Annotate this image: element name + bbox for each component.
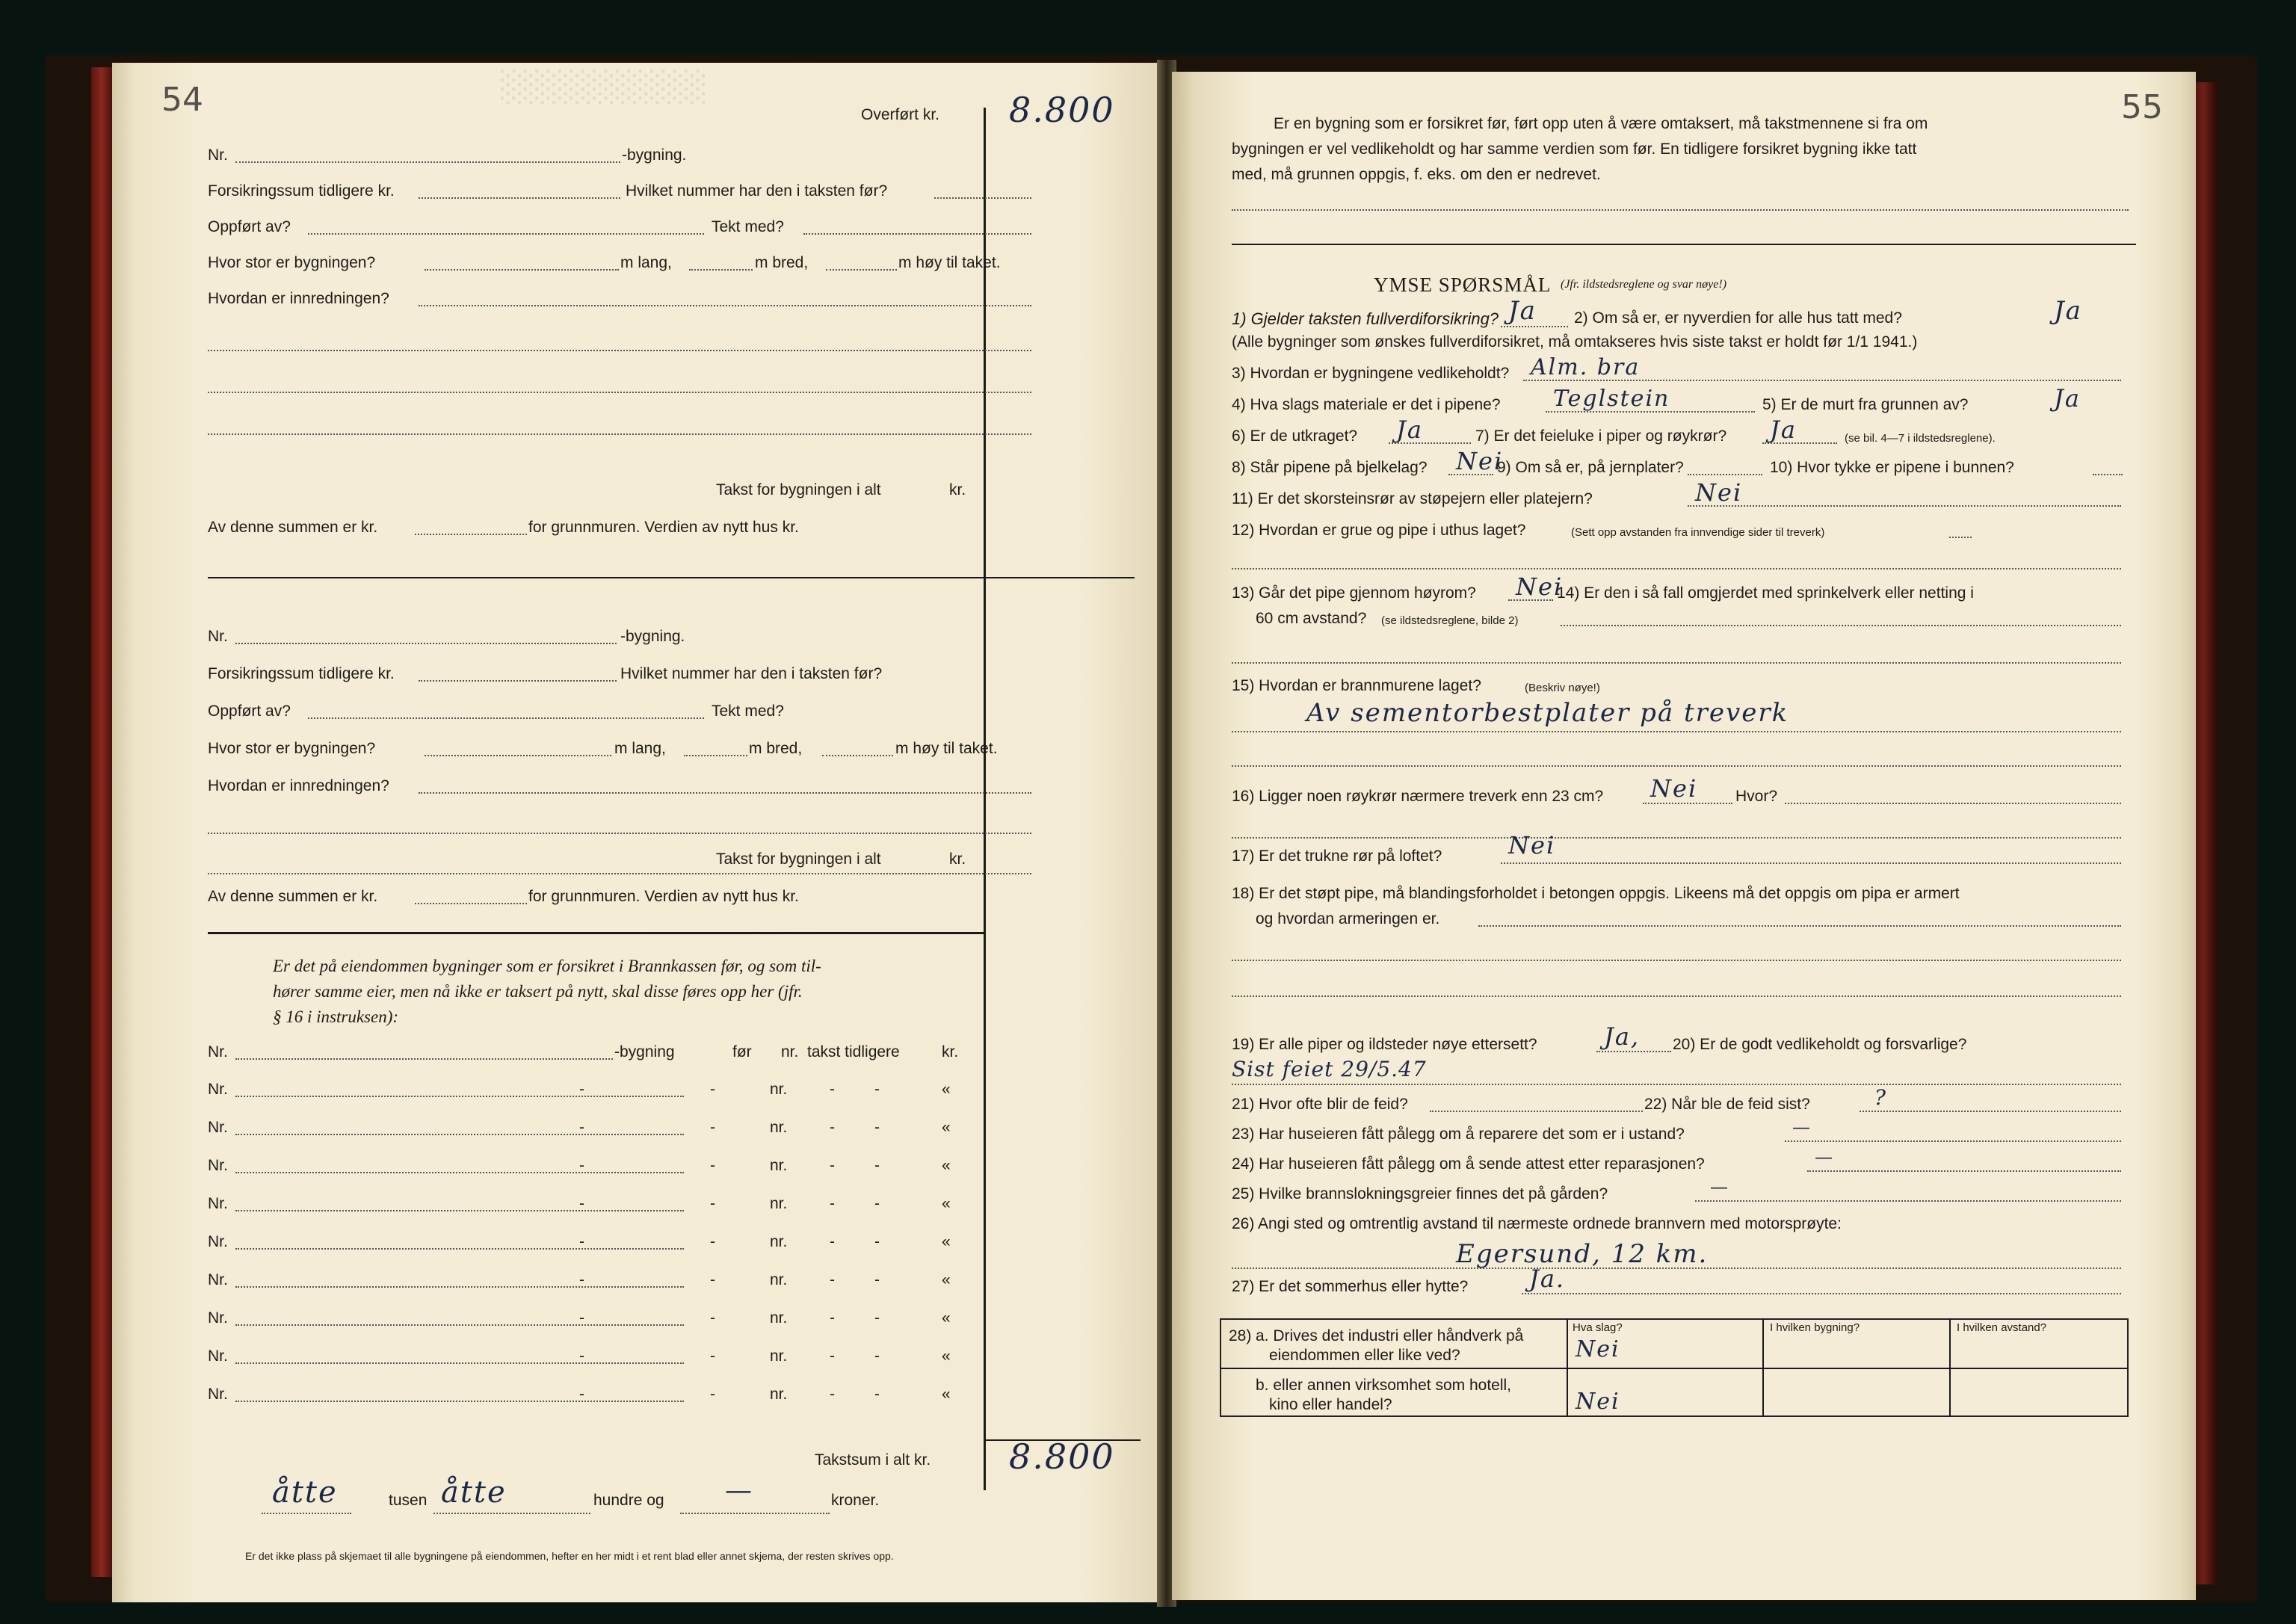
nr: Nr. (208, 1309, 228, 1327)
answer-26: Egersund, 12 km. (1456, 1239, 1709, 1269)
answer-22: ? (1874, 1085, 1888, 1110)
nr2: nr. (770, 1309, 788, 1327)
dash: - (830, 1386, 835, 1403)
nr: Nr. (208, 1271, 228, 1288)
question-1-note: (Alle bygninger som ønskes fullverdiforsikret, må omtakseres hvis siste takst er holdt før 1/1 1941.) (1232, 333, 1918, 351)
answer-25: — (1710, 1176, 1729, 1197)
dash: - (830, 1347, 835, 1365)
question-16: 16) Ligger noen røykrør nærmere treverk enn 23 cm? (1232, 788, 1604, 805)
innredning-line-3[interactable] (208, 392, 1031, 393)
nr-label: Nr. (208, 146, 228, 164)
m-hoy-label: m høy til taket. (898, 254, 1001, 271)
divider (208, 577, 1135, 578)
question-28a-line-1: a. Drives det industri eller håndverk på (1256, 1327, 1524, 1344)
answer-8: Nei (1456, 447, 1504, 475)
question-15-note: (Beskriv nøye!) (1525, 682, 1600, 694)
nr-field[interactable] (235, 1248, 684, 1250)
intro-line-2: bygningen er vel vedlikeholdt og har samme verdien som før. En tidligere forsikret bygning ikke tatt (1232, 141, 1917, 158)
page-number: 55 (2121, 88, 2163, 126)
row-kr: kr. (942, 1043, 959, 1060)
question-17: 17) Er det trukne rør på loftet? (1232, 847, 1442, 865)
question-11: 11) Er det skorsteinsrør av støpejern eller platejern? (1232, 490, 1593, 507)
answer-20: Sist feiet 29/5.47 (1232, 1057, 1427, 1081)
oppfort-label: Oppført av? (208, 703, 291, 720)
nr2: nr. (770, 1233, 788, 1250)
question-8: 8) Står pipene på bjelkelag? (1232, 459, 1428, 476)
tekt-field[interactable] (803, 233, 1031, 235)
answer-20-field[interactable] (1232, 1084, 2121, 1085)
quote: « (942, 1309, 951, 1327)
words-hundreds-hand: åtte (441, 1475, 507, 1510)
m-hoy-label: m høy til taket. (895, 740, 998, 757)
av-denne-label: Av denne summen er kr. (208, 888, 378, 905)
answer-19: Ja, (1604, 1022, 1641, 1051)
lang-field[interactable] (425, 269, 619, 271)
section-heading: YMSE SPØRSMÅL (1374, 274, 1552, 296)
bleed-through: ░░░░░░░░░ (501, 70, 708, 105)
grunnmur-amount-field[interactable] (415, 903, 527, 904)
dash: - (710, 1081, 715, 1098)
quote: « (942, 1195, 951, 1212)
answer-18-line-3[interactable] (1232, 995, 2121, 997)
tekt-label: Tekt med? (712, 218, 784, 235)
answer-4-field[interactable] (1546, 411, 1755, 413)
oppfort-field[interactable] (308, 233, 704, 235)
m-lang-label: m lang, (620, 254, 672, 271)
page-number: 54 (161, 81, 203, 119)
question-4: 4) Hva slags materiale er det i pipene? (1232, 396, 1501, 413)
dash: - (579, 1233, 584, 1250)
answer-16-line-2[interactable] (1232, 837, 2121, 839)
question-23: 23) Har huseieren fått pålegg om å reparere det som er i ustand? (1232, 1126, 1685, 1143)
question-15: 15) Hvordan er brannmurene laget? (1232, 677, 1481, 694)
lang-field[interactable] (425, 755, 611, 756)
answer-26-field[interactable] (1232, 1268, 2121, 1269)
dash: - (579, 1347, 584, 1365)
words-thousands-hand: åtte (272, 1475, 338, 1510)
oppfort-label: Oppført av? (208, 218, 291, 235)
answer-27-field[interactable] (1522, 1293, 2121, 1294)
hoy-field[interactable] (826, 269, 897, 271)
m-lang-label: m lang, (614, 740, 666, 757)
industry-table-col-divider (1949, 1318, 1951, 1417)
dash: - (579, 1309, 584, 1327)
dash: - (830, 1271, 835, 1288)
nr-field[interactable] (235, 161, 620, 163)
nr2: nr. (770, 1271, 788, 1288)
question-18: 18) Er det støpt pipe, må blandingsforholdet i betongen oppgis. Likeens må det oppgis om pipa er armert (1232, 885, 1960, 902)
answer-14-line-2[interactable] (1232, 662, 2121, 664)
hvor-stor-label: Hvor stor er bygningen? (208, 740, 376, 757)
innredning-label: Hvordan er innredningen? (208, 777, 389, 794)
av-denne-label: Av denne summen er kr. (208, 519, 378, 536)
intro-line-1: Er en bygning som er forsikret før, ført opp uten å være omtaksert, må takstmennene si fra om (1274, 115, 1928, 132)
hvilket-nummer-label: Hvilket nummer har den i taksten før? (626, 182, 888, 200)
kroner-field[interactable] (680, 1513, 830, 1514)
row-nr2: nr. (781, 1043, 799, 1060)
footer-note: Er det ikke plass på skjemaet til alle bygningene på eiendommen, hefter en her midt i et rent blad eller annet skjema, der resten skrives opp. (245, 1550, 894, 1562)
nr: Nr. (208, 1386, 228, 1403)
dash: - (874, 1271, 880, 1288)
hundre-label: hundre og (593, 1492, 664, 1509)
answer-12-line-2[interactable] (1232, 568, 2121, 569)
dash: - (710, 1271, 715, 1288)
dash: - (874, 1386, 880, 1403)
question-27: 27) Er det sommerhus eller hytte? (1232, 1278, 1469, 1295)
quote: « (942, 1081, 951, 1098)
question-19: 19) Er alle piper og ildsteder nøye ettersett? (1232, 1036, 1537, 1053)
answer-9-field[interactable] (1688, 474, 1762, 475)
answer-23: — (1792, 1117, 1812, 1137)
note-line-2: hører samme eier, men nå ikke er taksert på nytt, skal disse føres opp her (jfr. (273, 982, 803, 1001)
answer-16: Nei (1650, 774, 1698, 803)
dash: - (710, 1233, 715, 1250)
answer-3: Alm. bra (1531, 354, 1641, 380)
dash: - (874, 1195, 880, 1212)
quote: « (942, 1233, 951, 1250)
nr-field[interactable] (235, 1096, 684, 1097)
answer-24-field[interactable] (1807, 1170, 2121, 1172)
dash: - (710, 1195, 715, 1212)
nr: Nr. (208, 1081, 228, 1098)
question-3: 3) Hvordan er bygningene vedlikeholdt? (1232, 365, 1510, 382)
tusen-label: tusen (389, 1492, 428, 1509)
nr-field[interactable] (235, 1324, 684, 1326)
dash: - (579, 1157, 584, 1174)
takstsum-value: 8.800 (1009, 1436, 1115, 1477)
answer-6-field[interactable] (1389, 442, 1471, 444)
nr2: nr. (770, 1386, 788, 1403)
nr-field[interactable] (235, 1172, 684, 1173)
answer-18-line-2[interactable] (1232, 960, 2121, 961)
dash: - (874, 1157, 880, 1174)
right-page (1172, 72, 2196, 1600)
answer-10-field[interactable] (2093, 474, 2123, 475)
dash: - (874, 1119, 880, 1136)
answer-19-field[interactable] (1596, 1051, 1671, 1052)
question-9: 9) Om så er, på jernplater? (1497, 459, 1684, 476)
takst-label: Takst for bygningen i alt (716, 481, 881, 498)
dash: - (874, 1081, 880, 1098)
innredning-field[interactable] (419, 305, 1031, 306)
hvilket-nummer-field[interactable] (934, 197, 1031, 199)
grunnmur-label: for grunnmuren. Verdien av nytt hus kr. (528, 888, 799, 905)
industry-table-row-divider (1220, 1368, 2129, 1369)
tekt-label: Tekt med? (712, 703, 784, 720)
quote: « (942, 1271, 951, 1288)
overfort-value: 8.800 (1009, 90, 1115, 130)
col-i-hvilken-bygning: I hvilken bygning? (1770, 1321, 1860, 1334)
question-26: 26) Angi sted og omtrentlig avstand til nærmeste ordnede brannvern med motorsprøyte: (1232, 1215, 1842, 1232)
nr2: nr. (770, 1195, 788, 1212)
answer-15-field[interactable] (1232, 731, 2121, 732)
question-20: 20) Er de godt vedlikeholdt og forsvarlige? (1673, 1036, 1967, 1053)
dash: - (830, 1233, 835, 1250)
answer-28a: Nei (1576, 1336, 1620, 1362)
dash: - (710, 1119, 715, 1136)
nr2: nr. (770, 1347, 788, 1365)
answer-1-field[interactable] (1501, 326, 1568, 327)
quote: « (942, 1347, 951, 1365)
question-2: 2) Om så er, er nyverdien for alle hus tatt med? (1574, 309, 1902, 327)
col-i-hvilken-avstand: I hvilken avstand? (1957, 1321, 2047, 1334)
answer-22-field[interactable] (1860, 1111, 2121, 1112)
quote: « (942, 1157, 951, 1174)
bred-field[interactable] (684, 755, 747, 756)
answer-25-field[interactable] (1695, 1200, 2121, 1202)
answer-27: Ja. (1529, 1265, 1566, 1293)
question-10: 10) Hvor tykke er pipene i bunnen? (1770, 459, 2014, 476)
question-12-note: (Sett opp avstanden fra innvendige sider til treverk) (1571, 526, 1825, 539)
overfort-label: Overført kr. (861, 106, 939, 123)
question-7-note: (se bil. 4—7 i ildstedsreglene). (1845, 432, 1996, 445)
dash: - (874, 1233, 880, 1250)
forsikringssum-label: Forsikringssum tidligere kr. (208, 182, 395, 200)
divider (1232, 244, 2136, 245)
question-21: 21) Hvor ofte blir de feid? (1232, 1096, 1408, 1113)
answer-3-field[interactable] (1523, 380, 2121, 381)
words-kroner-hand: — (725, 1475, 753, 1506)
answer-16-field[interactable] (1643, 803, 1732, 804)
dash: - (710, 1157, 715, 1174)
divider (208, 932, 985, 934)
dash: - (830, 1119, 835, 1136)
m-bred-label: m bred, (749, 740, 803, 757)
row-takst: takst tidligere (807, 1043, 900, 1060)
row-nr: Nr. (208, 1043, 228, 1060)
book-edge-left (91, 67, 112, 1577)
question-28a-line-2: eiendommen eller like ved? (1269, 1347, 1460, 1364)
answer-21-field[interactable] (1430, 1111, 1643, 1112)
nr: Nr. (208, 1157, 228, 1174)
nr2: nr. (770, 1157, 788, 1174)
question-28b-line-1: b. eller annen virksomhet som hotell, (1256, 1377, 1511, 1394)
innredning-line-3[interactable] (208, 873, 1031, 874)
kr-label: kr. (949, 481, 966, 498)
nr-field[interactable] (235, 1134, 684, 1135)
dash: - (830, 1309, 835, 1327)
dash: - (710, 1309, 715, 1327)
forsikringssum-label: Forsikringssum tidligere kr. (208, 665, 395, 682)
kroner-label: kroner. (831, 1492, 880, 1509)
note-line-1: Er det på eiendommen bygninger som er forsikret i Brannkassen før, og som til- (273, 957, 821, 975)
hundreds-field[interactable] (433, 1513, 590, 1514)
nr-field[interactable] (235, 1286, 684, 1288)
nr: Nr. (208, 1195, 228, 1212)
answer-7: Ja (1770, 416, 1797, 444)
question-14-continued: 60 cm avstand? (1256, 610, 1367, 627)
bygning-label: -bygning. (620, 628, 685, 645)
answer-7-field[interactable] (1762, 442, 1837, 444)
dash: - (874, 1309, 880, 1327)
intro-line-3: med, må grunnen oppgis, f. eks. om den er nedrevet. (1232, 166, 1601, 183)
answer-16-hvor-field[interactable] (1785, 803, 2121, 804)
answer-18-field[interactable] (1478, 925, 2121, 927)
question-1: 1) Gjelder taksten fullverdiforsikring? (1232, 309, 1499, 328)
hoy-field[interactable] (822, 755, 893, 756)
industry-table-col-divider (1567, 1318, 1568, 1417)
question-12: 12) Hvordan er grue og pipe i uthus laget? (1232, 522, 1526, 539)
nr-label: Nr. (208, 628, 228, 645)
thousands-field[interactable] (262, 1513, 351, 1514)
question-16-hvor: Hvor? (1735, 788, 1778, 805)
question-5: 5) Er de murt fra grunnen av? (1762, 396, 1969, 413)
question-24: 24) Har huseieren fått pålegg om å sende attest etter reparasjonen? (1232, 1155, 1705, 1173)
dash: - (830, 1081, 835, 1098)
nr2: nr. (770, 1081, 788, 1098)
bred-field[interactable] (689, 269, 753, 271)
industry-table-col-divider (1762, 1318, 1764, 1417)
answer-14-field[interactable] (1561, 625, 2121, 626)
answer-8-field[interactable] (1448, 474, 1493, 475)
nr-field[interactable] (235, 643, 617, 644)
answer-1: Ja (1508, 296, 1537, 326)
dash: - (579, 1081, 584, 1098)
grunnmur-label: for grunnmuren. Verdien av nytt hus kr. (528, 519, 799, 536)
answer-23-field[interactable] (1785, 1140, 2121, 1142)
answer-12-field[interactable] (1949, 537, 1972, 538)
nr-field[interactable] (235, 1210, 684, 1211)
answer-4: Teglstein (1553, 386, 1670, 412)
row-for: før (732, 1043, 752, 1060)
dash: - (874, 1347, 880, 1365)
row-nr-field[interactable] (235, 1058, 613, 1060)
quote: « (942, 1119, 951, 1136)
dash: - (830, 1157, 835, 1174)
hvor-stor-label: Hvor stor er bygningen? (208, 254, 376, 271)
nr: Nr. (208, 1347, 228, 1365)
dash: - (710, 1386, 715, 1403)
dash: - (579, 1119, 584, 1136)
dash: - (579, 1195, 584, 1212)
row-bygning: -bygning (614, 1043, 675, 1060)
dash: - (830, 1195, 835, 1212)
question-13: 13) Går det pipe gjennom høyrom? (1232, 584, 1476, 602)
nr-field[interactable] (235, 1362, 684, 1364)
question-18-continued: og hvordan armeringen er. (1256, 910, 1440, 927)
answer-24: — (1815, 1146, 1834, 1167)
section-heading-note: (Jfr. ildstedsreglene og svar nøye!) (1561, 278, 1727, 291)
nr: Nr. (208, 1233, 228, 1250)
answer-13: Nei (1516, 572, 1564, 601)
intro-answer-line[interactable] (1232, 209, 2129, 211)
question-6: 6) Er de utkraget? (1232, 427, 1358, 445)
question-7: 7) Er det feieluke i piper og røykrør? (1475, 427, 1727, 445)
takst-label: Takst for bygningen i alt (716, 850, 881, 868)
oppfort-field[interactable] (308, 717, 704, 719)
innredning-line-4[interactable] (208, 433, 1031, 435)
innredning-line-2[interactable] (208, 833, 1031, 834)
amount-column-line (984, 108, 986, 1490)
innredning-field[interactable] (419, 792, 1031, 794)
dash: - (710, 1347, 715, 1365)
question-28: 28) (1229, 1327, 1252, 1344)
answer-11: Nei (1695, 478, 1743, 507)
innredning-line-2[interactable] (208, 350, 1031, 351)
forsikringssum-field[interactable] (419, 197, 620, 199)
forsikringssum-field[interactable] (419, 680, 617, 682)
grunnmur-amount-field[interactable] (415, 534, 527, 535)
hvilket-nummer-label: Hvilket nummer har den i taksten før? (620, 665, 883, 682)
innredning-label: Hvordan er innredningen? (208, 290, 389, 307)
question-22: 22) Når ble de feid sist? (1644, 1096, 1810, 1113)
takstsum-label: Takstsum i alt kr. (815, 1451, 931, 1469)
answer-5: Ja (2054, 384, 2081, 413)
answer-28b: Nei (1576, 1389, 1620, 1415)
answer-15-line-2[interactable] (1232, 765, 2121, 767)
answer-17-field[interactable] (1501, 862, 2121, 864)
nr-field[interactable] (235, 1401, 684, 1402)
bygning-label: -bygning. (622, 146, 687, 164)
answer-17: Nei (1508, 831, 1556, 859)
question-28b-line-2: kino eller handel? (1269, 1396, 1392, 1413)
answer-11-field[interactable] (1688, 505, 2121, 507)
dash: - (579, 1386, 584, 1403)
answer-13-field[interactable] (1508, 599, 1553, 601)
left-page (112, 63, 1167, 1602)
kr-label: kr. (949, 850, 966, 868)
dash: - (579, 1271, 584, 1288)
question-25: 25) Hvilke brannslokningsgreier finnes det på gården? (1232, 1185, 1608, 1202)
question-14-note: (se ildstedsreglene, bilde 2) (1381, 614, 1519, 627)
quote: « (942, 1386, 951, 1403)
answer-6: Ja (1396, 416, 1423, 444)
col-hva-slag: Hva slag? (1573, 1321, 1623, 1334)
answer-15: Av sementorbestplater på treverk (1306, 698, 1789, 728)
nr: Nr. (208, 1119, 228, 1136)
answer-2: Ja (2054, 296, 2082, 326)
nr2: nr. (770, 1119, 788, 1136)
question-14: 14) Er den i så fall omgjerdet med sprinkelverk eller netting i (1557, 584, 1974, 602)
note-line-3: § 16 i instruksen): (273, 1007, 399, 1026)
m-bred-label: m bred, (755, 254, 809, 271)
